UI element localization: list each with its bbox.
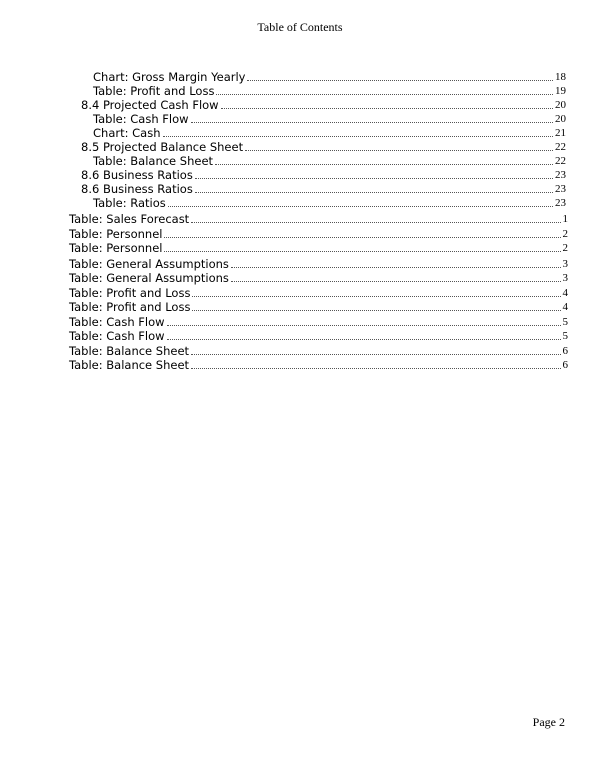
toc-entry-page: 3	[562, 258, 568, 270]
toc-entry-label: Table: General Assumptions	[69, 271, 229, 285]
page-number: Page 2	[532, 715, 565, 729]
toc-entry[interactable]	[69, 300, 568, 314]
toc-entry-label: 8.6 Business Ratios	[81, 182, 193, 196]
toc-leader-dots	[167, 325, 561, 326]
toc-leader-dots	[164, 237, 560, 238]
toc-entry[interactable]	[81, 140, 566, 154]
toc-entry[interactable]	[69, 257, 568, 271]
toc-entry-label: 8.5 Projected Balance Sheet	[81, 140, 244, 154]
toc-entry[interactable]	[69, 241, 568, 255]
toc-leader-dots	[163, 136, 554, 137]
toc-leader-dots	[167, 339, 561, 340]
toc-entry-label: Table: Cash Flow	[93, 112, 189, 126]
toc-entry-page: 4	[562, 301, 568, 313]
toc-entry-page: 20	[555, 113, 566, 125]
toc-entry-label: Table: Ratios	[93, 196, 166, 210]
toc-entry-label: Table: Cash Flow	[69, 315, 165, 329]
toc-entry-label: Chart: Gross Margin Yearly	[93, 70, 246, 84]
toc-entry-page: 23	[555, 183, 566, 195]
toc-entry[interactable]	[93, 126, 566, 140]
toc-entry[interactable]	[81, 182, 566, 196]
toc-leader-dots	[216, 94, 553, 95]
toc-entry[interactable]	[69, 329, 568, 343]
page-title: Table of Contents	[257, 20, 343, 34]
toc-entry-label: Table: Balance Sheet	[69, 358, 190, 372]
toc-entry-label: Table: Balance Sheet	[69, 344, 190, 358]
toc-entry-page: 2	[562, 242, 568, 254]
toc-entry-label: Chart: Cash	[93, 126, 161, 140]
toc-entry-page: 3	[562, 272, 568, 284]
toc-leader-dots	[195, 192, 553, 193]
toc-leader-dots	[168, 206, 553, 207]
toc-entry-label: Table: Sales Forecast	[69, 212, 190, 226]
toc-entry-label: 8.4 Projected Cash Flow	[81, 98, 219, 112]
toc-entry-page: 18	[555, 71, 566, 83]
toc-entry-page: 23	[555, 169, 566, 181]
toc-entry[interactable]	[81, 168, 566, 182]
toc-entry[interactable]	[69, 344, 568, 358]
toc-entry-page: 4	[562, 287, 568, 299]
toc-entry[interactable]	[69, 271, 568, 285]
toc-entry-page: 19	[555, 85, 566, 97]
toc-entry[interactable]	[69, 227, 568, 241]
toc-leader-dots	[247, 80, 553, 81]
toc-entry[interactable]	[81, 98, 566, 112]
toc-entry-page: 22	[555, 141, 566, 153]
toc-entry[interactable]	[93, 154, 566, 168]
toc-entry-label: Table: Personnel	[69, 241, 163, 255]
toc-entry-page: 2	[562, 228, 568, 240]
toc-entry[interactable]	[93, 70, 566, 84]
toc-entry[interactable]	[69, 212, 568, 226]
toc-leader-dots	[191, 368, 560, 369]
toc-leader-dots	[245, 150, 553, 151]
toc-leader-dots	[221, 108, 553, 109]
toc-entry-label: Table: Profit and Loss	[69, 300, 191, 314]
toc-entry[interactable]	[69, 286, 568, 300]
toc-entry-page: 5	[562, 316, 568, 328]
toc-entry[interactable]	[93, 196, 566, 210]
toc-entry-label: Table: Balance Sheet	[93, 154, 214, 168]
toc-entry-label: Table: Profit and Loss	[93, 84, 215, 98]
toc-entry-page: 20	[555, 99, 566, 111]
toc-leader-dots	[231, 267, 561, 268]
toc-entry-page: 6	[562, 359, 568, 371]
toc-leader-dots	[191, 122, 553, 123]
toc-entry-label: 8.6 Business Ratios	[81, 168, 193, 182]
toc-entry[interactable]	[69, 315, 568, 329]
toc-leader-dots	[231, 281, 561, 282]
toc-leader-dots	[192, 310, 560, 311]
toc-leader-dots	[195, 178, 553, 179]
toc-entry[interactable]	[69, 358, 568, 372]
toc-entry[interactable]	[93, 84, 566, 98]
toc-entry-label: Table: Profit and Loss	[69, 286, 191, 300]
toc-entry-page: 23	[555, 197, 566, 209]
toc-entry-page: 6	[562, 345, 568, 357]
toc-leader-dots	[164, 251, 560, 252]
toc-entry-page: 1	[562, 213, 568, 225]
toc-leader-dots	[191, 354, 560, 355]
toc-entry-label: Table: Personnel	[69, 227, 163, 241]
toc-leader-dots	[192, 296, 560, 297]
toc-entry[interactable]	[93, 112, 566, 126]
toc-entry-page: 22	[555, 155, 566, 167]
toc-entry-label: Table: Cash Flow	[69, 329, 165, 343]
toc-entry-page: 21	[555, 127, 566, 139]
toc-entry-page: 5	[562, 330, 568, 342]
toc-entry-label: Table: General Assumptions	[69, 257, 229, 271]
toc-leader-dots	[215, 164, 553, 165]
toc-leader-dots	[191, 222, 560, 223]
